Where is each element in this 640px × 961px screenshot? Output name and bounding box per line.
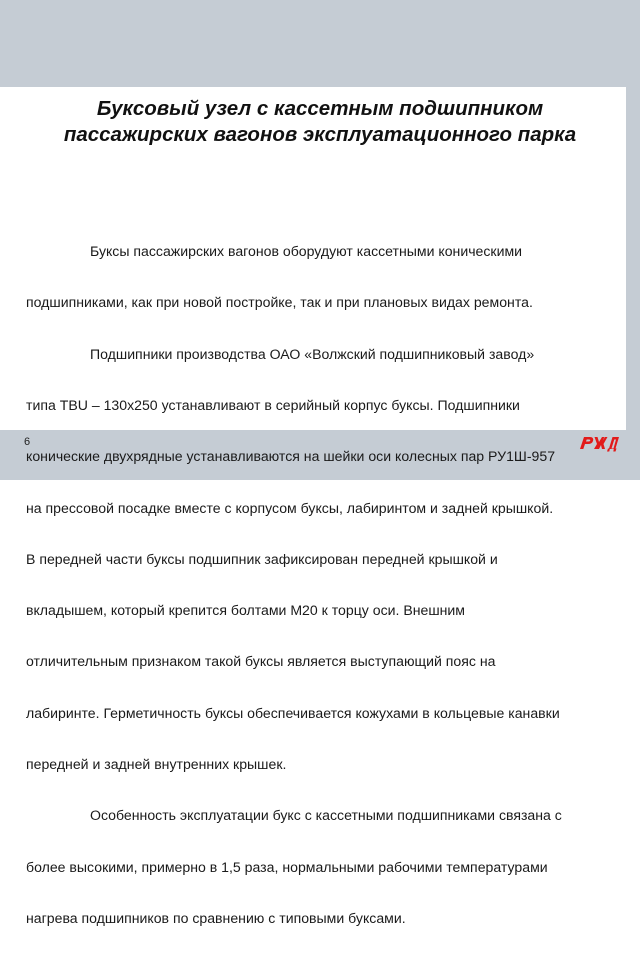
- body-line: Подшипники производства ОАО «Волжский подшипниковый завод»: [90, 345, 535, 362]
- body-line: подшипниками, как при новой постройке, так и при плановых видах ремонта.: [26, 294, 533, 311]
- body-line: конические двухрядные устанавливаются на шейки оси колесных пар РУ1Ш-957: [26, 448, 556, 465]
- body-line: вкладышем, который крепится болтами М20 к торцу оси. Внешним: [26, 602, 465, 619]
- body-paragraphs: [26, 209, 626, 961]
- body-line: более высокими, примерно в 1,5 раза, нормальными рабочими температурами: [26, 858, 548, 875]
- page-number: 6: [24, 436, 31, 448]
- body-line: отличительным признаком такой буксы является выступающий пояс на: [26, 653, 496, 670]
- body-line: нагрева подшипников по сравнению с типовыми буксами.: [26, 909, 406, 926]
- body-line: В передней части буксы подшипник зафиксирован передней крышкой и: [26, 550, 498, 567]
- body-line: типа TBU – 130х250 устанавливают в серийный корпус буксы. Подшипники: [26, 397, 520, 414]
- body-line: передней и задней внутренних крышек.: [26, 756, 287, 772]
- body-line: на прессовой посадке вместе с корпусом буксы, лабиринтом и задней крышкой.: [26, 499, 554, 516]
- header-band: [0, 0, 640, 87]
- body-line: лабиринте. Герметичность буксы обеспечивается кожухами в кольцевые канавки: [26, 704, 560, 721]
- slide-title: [20, 96, 620, 148]
- body-line: Особенность эксплуатации букс с кассетными подшипниками связана с: [90, 807, 562, 824]
- body-line: Буксы пассажирских вагонов оборудуют кассетными коническими: [90, 243, 523, 260]
- title-line-1: Буксовый узел с кассетным подшипником: [96, 97, 544, 120]
- rzd-logo: [578, 432, 622, 454]
- right-border-strip: [626, 87, 640, 430]
- title-line-2: пассажирских вагонов эксплуатационного парка: [63, 123, 577, 146]
